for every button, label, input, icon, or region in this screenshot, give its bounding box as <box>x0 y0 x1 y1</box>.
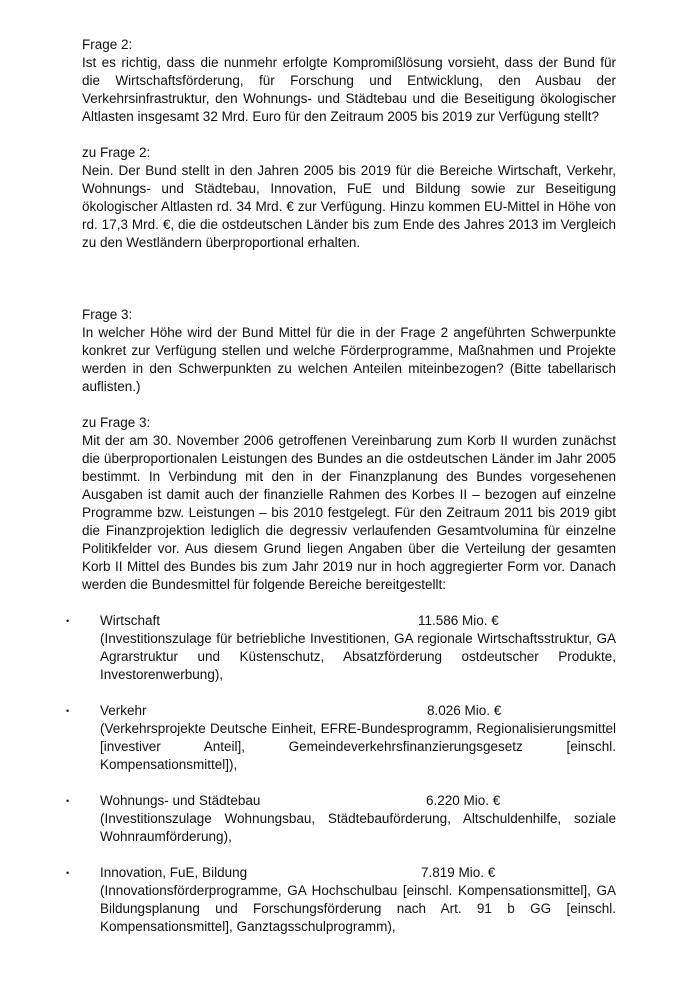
bereich-title: Innovation, FuE, Bildung <box>100 865 248 880</box>
list-item <box>66 792 616 846</box>
bereich-amount: 11.586 Mio. € <box>418 613 499 628</box>
bullet-icon: • <box>66 616 70 626</box>
list-item <box>66 612 616 684</box>
bereich-description: (Investitionszulage für betriebliche Investitionen, GA regionale Wirtschaftsstruktur, GA Agrarstruktur und Küstenschutz, Absatzförderung ostdeutscher Produkte, Investorenwerbung), <box>100 631 616 682</box>
bereich-head <box>82 702 616 720</box>
frage-3-label: Frage 3: <box>82 307 133 322</box>
frage-2-text: Ist es richtig, dass die nunmehr erfolgte Kompromißlösung vorsieht, dass der Bund für die Wirtschaftsförderung, für Forschung und Entwicklung, den Ausbau der Verkehrsinfrastruktur, den Wohnungs- und Städtebau und die Beseitigung ökologischer Altlasten insgesamt 32 Mrd. Euro für den Zeitraum 2005 bis 2019 zur Verfügung stellt? <box>82 55 616 124</box>
antwort-2-label: zu Frage 2: <box>82 145 151 160</box>
bereich-description: (Verkehrsprojekte Deutsche Einheit, EFRE-Bundesprogramm, Regionalisierungsmittel [investiver Anteil], Gemeindeverkehrsfinanzierungsgesetz [einschl. Kompensationsmittel]), <box>100 721 616 772</box>
frage-3-text: In welcher Höhe wird der Bund Mittel für die in der Frage 2 angeführten Schwerpunkte konkret zur Verfügung stellen und welche Förderprogramme, Maßnahmen und Projekte werden in den Schwerpunkten zu welchen Anteilen miteinbezogen? (Bitte tabellarisch auflisten.) <box>82 325 616 394</box>
antwort-3-label: zu Frage 3: <box>82 415 151 430</box>
list-item <box>66 864 616 936</box>
bereich-amount: 7.819 Mio. € <box>421 865 496 880</box>
bereich-head <box>82 792 616 810</box>
frage-3-block <box>82 306 616 396</box>
frage-2-label: Frage 2: <box>82 37 133 52</box>
bullet-icon: • <box>66 796 70 806</box>
bereiche-list <box>66 612 616 936</box>
bereich-description: (Investitionszulage Wohnungsbau, Städtebauförderung, Altschuldenhilfe, soziale Wohnraumförderung), <box>100 811 616 844</box>
bereich-head <box>82 612 616 630</box>
bereich-title: Wohnungs- und Städtebau <box>100 793 261 808</box>
antwort-2-text: Nein. Der Bund stellt in den Jahren 2005 bis 2019 für die Bereiche Wirtschaft, Verkehr, Wohnungs- und Städtebau, Innovation, FuE und Bildung sowie zur Beseitigung ökologischer Altlasten rd. 34 Mrd. € zur Verfügung. Hinzu kommen EU-Mittel in Höhe von rd. 17,3 Mrd. €, die die ostdeutschen Länder bis zum Ende des Jahres 2013 im Vergleich zu den Westländern überproportional erhalten. <box>82 163 616 250</box>
bullet-icon: • <box>66 868 70 878</box>
document-page <box>66 36 616 954</box>
bereich-title: Wirtschaft <box>100 613 161 628</box>
bereich-amount: 8.026 Mio. € <box>427 703 502 718</box>
list-item <box>66 702 616 774</box>
spacer <box>82 270 616 306</box>
bereich-description: (Innovationsförderprogramme, GA Hochschulbau [einschl. Kompensationsmittel], GA Bildungsplanung und Forschungsförderung nach Art. 91 b GG [einschl. Kompensationsmittel], Ganztagsschulprogramm), <box>100 883 616 934</box>
bereich-head <box>82 864 616 882</box>
bereich-title: Verkehr <box>100 703 147 718</box>
antwort-3-text: Mit der am 30. November 2006 getroffenen Vereinbarung zum Korb II wurden zunächst die überproportionalen Leistungen des Bundes an die ostdeutschen Länder im Jahr 2005 bestimmt. In Verbindung mit den in der Finanzplanung des Bundes vorgesehenen Ausgaben ist damit auch der finanzielle Rahmen des Korbes II – bezogen auf einzelne Programme bzw. Leistungen – bis 2010 festgelegt. Für den Zeitraum 2011 bis 2019 gibt die Finanzprojektion lediglich die degressiv verlaufenden Gesamtvolumina für einzelne Politikfelder vor. Aus diesem Grund liegen Angaben über die Verteilung der gesamten Korb II Mittel des Bundes bis zum Jahr 2019 nur in hoch aggregierter Form vor. Danach werden die Bundesmittel für folgende Bereiche bereitgestellt: <box>82 433 616 592</box>
bereich-amount: 6.220 Mio. € <box>426 793 501 808</box>
antwort-3-block <box>82 414 616 594</box>
antwort-2-block <box>82 144 616 252</box>
frage-2-block <box>82 36 616 126</box>
bullet-icon: • <box>66 706 70 716</box>
